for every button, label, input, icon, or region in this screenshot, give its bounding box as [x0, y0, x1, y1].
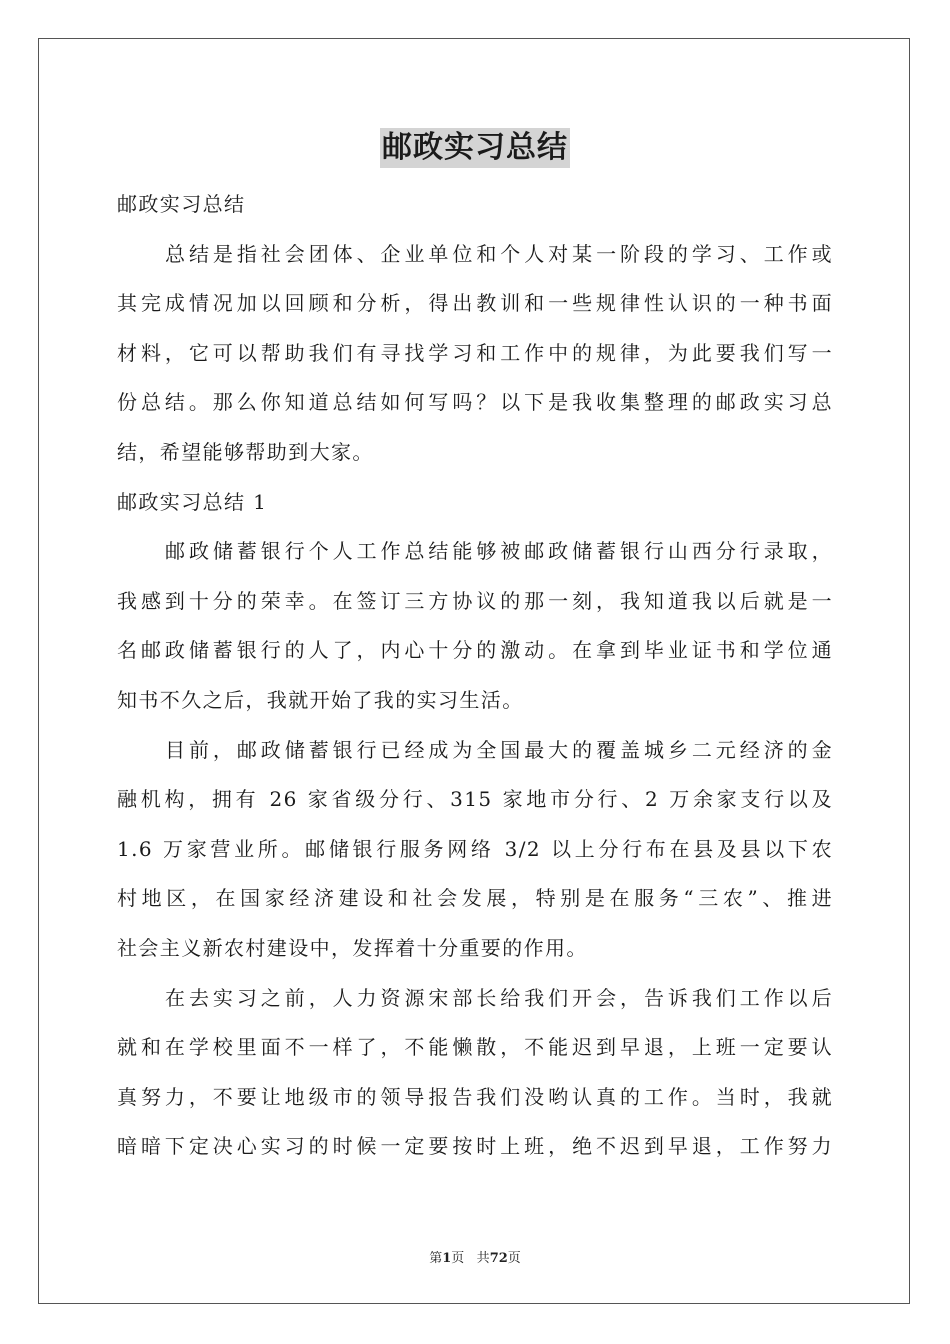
- footer-page-prefix: 第: [429, 1251, 443, 1266]
- title-wrap: [117, 128, 833, 168]
- text-line: 社会主义新农村建设中，发挥着十分重要的作用。: [117, 935, 588, 960]
- text-line: 真努力，不要让地级市的领导报告我们没哟认真的工作。当时，我就: [117, 1084, 833, 1109]
- text-line: 在去实习之前，人力资源宋部长给我们开会，告诉我们工作以后: [165, 985, 833, 1010]
- text-line: 我感到十分的荣幸。在签订三方协议的那一刻，我知道我以后就是一: [117, 588, 833, 613]
- text-lines: [117, 180, 833, 1172]
- document-body: [117, 128, 833, 1172]
- footer-page-number: 1: [442, 1251, 452, 1266]
- section-heading: 邮政实习总结 1: [117, 489, 268, 514]
- text-line: 融机构，拥有 26 家省级分行、315 家地市分行、2 万余家支行以及: [117, 787, 833, 812]
- text-line: 村地区，在国家经济建设和社会发展，特别是在服务“三农”、推进: [117, 886, 833, 911]
- text-line: 名邮政储蓄银行的人了，内心十分的激动。在拿到毕业证书和学位通: [117, 638, 833, 663]
- footer-total-prefix: 共: [476, 1251, 490, 1266]
- text-line: 材料，它可以帮助我们有寻找学习和工作中的规律，为此要我们写一: [117, 340, 833, 365]
- page-footer: [0, 1250, 950, 1268]
- text-line: 就和在学校里面不一样了，不能懒散，不能迟到早退，上班一定要认: [117, 1035, 833, 1060]
- footer-total-suffix: 页: [507, 1251, 521, 1266]
- text-line: 份总结。那么你知道总结如何写吗？以下是我收集整理的邮政实习总: [117, 390, 833, 415]
- document-title: 邮政实习总结: [380, 128, 570, 168]
- section-heading: 邮政实习总结: [117, 192, 246, 216]
- text-line: 1.6 万家营业所。邮储银行服务网络 3/2 以上分行布在县及县以下农: [117, 836, 833, 861]
- footer-page-suffix: 页: [451, 1251, 465, 1266]
- text-line: 暗暗下定决心实习的时候一定要按时上班，绝不迟到早退，工作努力: [117, 1134, 833, 1159]
- text-line: 目前，邮政储蓄银行已经成为全国最大的覆盖城乡二元经济的金: [165, 737, 833, 762]
- text-line: 其完成情况加以回顾和分析，得出教训和一些规律性认识的一种书面: [117, 291, 833, 316]
- footer-total-pages: 72: [489, 1251, 508, 1266]
- text-line: 结，希望能够帮助到大家。: [117, 439, 374, 464]
- text-line: 邮政储蓄银行个人工作总结能够被邮政储蓄银行山西分行录取，: [165, 539, 833, 564]
- text-line: 总结是指社会团体、企业单位和个人对某一阶段的学习、工作或: [165, 241, 833, 266]
- text-line: 知书不久之后，我就开始了我的实习生活。: [117, 687, 524, 712]
